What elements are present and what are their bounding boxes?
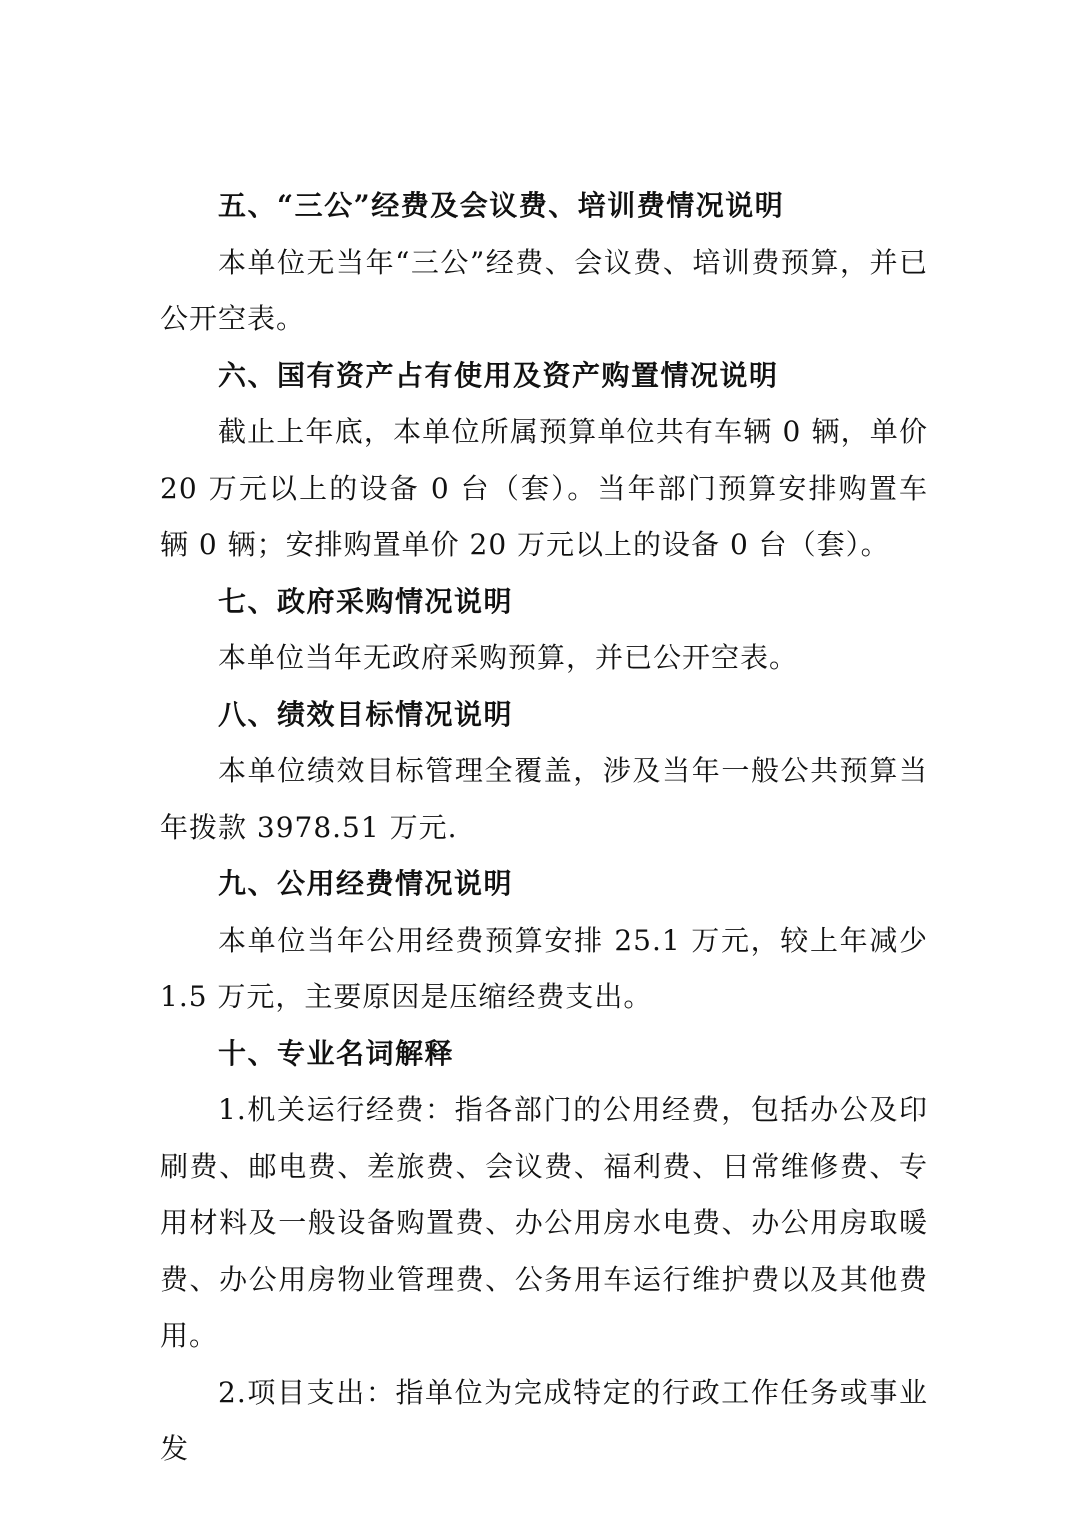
section-heading-9: 九、公用经费情况说明 <box>218 867 514 900</box>
section-body-9: 本单位当年公用经费预算安排 25.1 万元，较上年减少 1.5 万元，主要原因是压缩经费支出。 <box>160 923 928 1013</box>
section-body-7: 本单位当年无政府采购预算，并已公开空表。 <box>218 641 799 674</box>
section-body-8: 本单位绩效目标管理全覆盖，涉及当年一般公共预算当年拨款 3978.51 万元. <box>160 754 928 844</box>
term-definition-1: 1.机关运行经费：指各部门的公用经费，包括办公及印刷费、邮电费、差旅费、会议费、福利费、日常维修费、专用材料及一般设备购置费、办公用房水电费、办公用房取暖费、办公用房物业管理费、公务用车运行维护费以及其他费用。 <box>160 1093 928 1352</box>
section-heading-6: 六、国有资产占有使用及资产购置情况说明 <box>218 358 779 392</box>
document-body <box>160 178 928 1478</box>
section-heading-8: 八、绩效目标情况说明 <box>218 697 514 731</box>
section-body-5: 本单位无当年“三公”经费、会议费、培训费预算，并已公开空表。 <box>160 245 928 335</box>
section-body-6: 截止上年底，本单位所属预算单位共有车辆 0 辆，单价 20 万元以上的设备 0 台（套）。当年部门预算安排购置车辆 0 辆；安排购置单价 20 万元以上的设备 0 台（套）。 <box>160 415 928 561</box>
section-heading-7: 七、政府采购情况说明 <box>218 584 514 618</box>
term-definition-2: 2.项目支出：指单位为完成特定的行政工作任务或事业发 <box>160 1375 928 1465</box>
section-heading-5: 五、“三公”经费及会议费、培训费情况说明 <box>218 189 785 222</box>
section-heading-10: 十、专业名词解释 <box>218 1036 455 1070</box>
